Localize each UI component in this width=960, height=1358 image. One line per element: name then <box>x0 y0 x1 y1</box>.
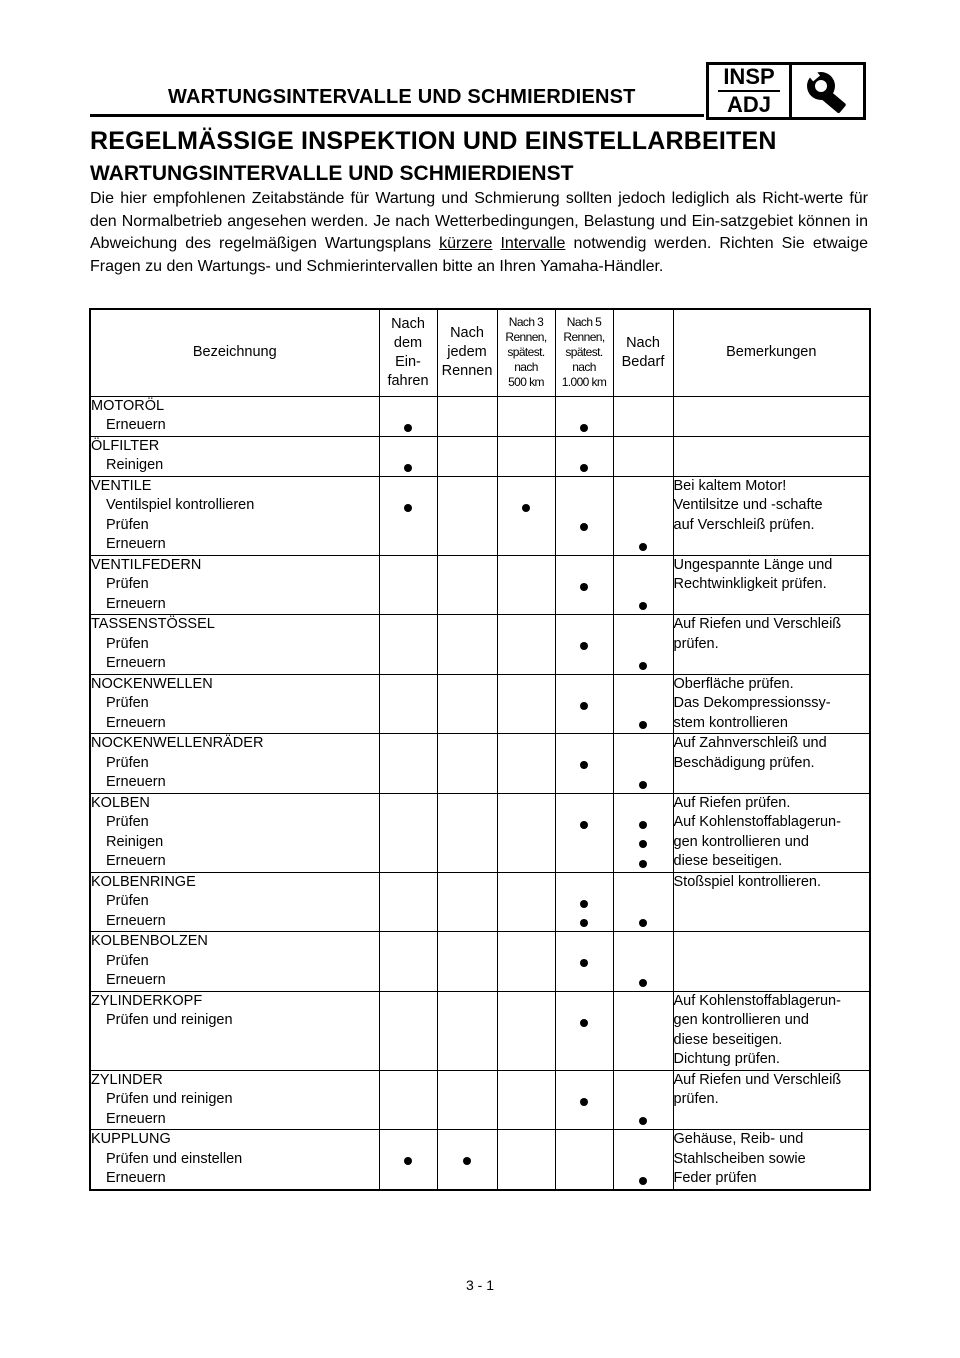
item-subtask: Erneuern <box>106 1110 166 1127</box>
header-line: Nach <box>391 315 425 332</box>
interval-cell <box>437 1070 497 1130</box>
table-row <box>90 555 870 615</box>
table-row <box>90 674 870 734</box>
interval-dot <box>639 662 647 670</box>
main-title: REGELMÄSSIGE INSPEKTION UND EINSTELLARBEITEN <box>90 127 777 155</box>
interval-dot <box>639 781 647 789</box>
intro-underline-intervalle: Intervalle <box>500 235 566 252</box>
item-cell <box>90 476 379 555</box>
header-line: Nach <box>626 334 660 351</box>
item-title: ÖLFILTER <box>91 437 160 454</box>
item-subtask: Reinigen <box>106 457 164 473</box>
interval-cell <box>613 436 673 476</box>
interval-dot <box>404 504 412 512</box>
interval-cell <box>437 932 497 992</box>
interval-dot <box>580 702 588 710</box>
remark-line: Oberfläche prüfen. <box>673 675 794 692</box>
interval-dot <box>580 523 588 531</box>
header-bezeichnung: Bezeichnung <box>90 309 379 396</box>
badge-bottom-text: ADJ <box>726 92 771 117</box>
interval-cell <box>497 734 555 794</box>
interval-cell <box>437 436 497 476</box>
interval-cell <box>437 872 497 932</box>
remark-line: diese beseitigen. <box>673 853 783 869</box>
header-nach-jedem-rennen <box>437 309 497 396</box>
interval-dot <box>580 1019 588 1027</box>
interval-cell <box>613 932 673 992</box>
interval-cell <box>497 436 555 476</box>
interval-cell <box>379 615 437 675</box>
interval-dot <box>639 721 647 729</box>
interval-dot <box>580 959 588 967</box>
item-subtask: Erneuern <box>106 774 166 790</box>
interval-dot <box>580 464 588 472</box>
header-line: spätest. <box>507 345 545 360</box>
interval-cell <box>497 674 555 734</box>
insp-adj-badge <box>706 62 866 120</box>
interval-cell <box>555 734 613 794</box>
item-cell <box>90 1070 379 1130</box>
interval-cell <box>613 555 673 615</box>
interval-dot <box>580 424 588 432</box>
item-subtask: Prüfen <box>106 754 149 771</box>
item-title: ZYLINDER <box>91 1071 163 1088</box>
item-title: TASSENSTÖSSEL <box>91 616 215 632</box>
interval-cell <box>379 396 437 436</box>
item-cell <box>90 932 379 992</box>
interval-cell <box>613 872 673 932</box>
remark-line: gen kontrollieren und <box>673 833 809 850</box>
remarks-cell <box>673 734 870 794</box>
header-line: Bedarf <box>621 353 665 370</box>
item-title: KOLBEN <box>91 794 150 811</box>
item-subtask: Prüfen <box>106 635 149 652</box>
interval-cell <box>379 734 437 794</box>
remark-line: Auf Riefen prüfen. <box>673 794 791 811</box>
remark-line: Auf Riefen und Verschleiß <box>673 1071 842 1088</box>
item-subtask: Prüfen <box>106 893 149 909</box>
interval-dot <box>639 979 647 987</box>
interval-cell <box>379 674 437 734</box>
interval-cell <box>437 396 497 436</box>
interval-dot <box>404 424 412 432</box>
remarks-cell <box>673 436 870 476</box>
remarks-cell <box>673 793 870 872</box>
header-line: Ein- <box>395 353 421 370</box>
item-subtask: Prüfen und reinigen <box>106 1012 233 1028</box>
remark-line: Feder prüfen <box>673 1170 757 1186</box>
interval-cell <box>497 793 555 872</box>
table-row <box>90 932 870 992</box>
interval-cell <box>555 555 613 615</box>
item-subtask: Erneuern <box>106 1170 166 1186</box>
interval-dot <box>639 602 647 610</box>
header-line: nach <box>514 360 538 375</box>
interval-cell <box>555 793 613 872</box>
interval-dot <box>639 1177 647 1185</box>
interval-cell <box>437 555 497 615</box>
interval-dot <box>404 1157 412 1165</box>
item-cell <box>90 555 379 615</box>
interval-dot <box>580 761 588 769</box>
interval-cell <box>437 674 497 734</box>
item-subtask: Ventilspiel kontrollieren <box>106 497 255 513</box>
header-rule <box>90 114 704 117</box>
item-subtask: Prüfen <box>106 576 149 592</box>
remark-line: Auf Zahnverschleiß und <box>673 735 827 751</box>
remark-line: Das Dekompressionssy- <box>673 695 831 711</box>
interval-dot <box>639 840 647 848</box>
item-subtask: Erneuern <box>106 972 166 988</box>
wrench-icon <box>792 65 863 117</box>
item-title: KOLBENBOLZEN <box>91 933 208 949</box>
remark-line: prüfen. <box>673 635 719 652</box>
interval-cell <box>497 396 555 436</box>
intro-text-after: notwendig werden. Richten Sie etwaige Fragen zu den Wartungs- und Schmierintervallen bitte an Ihren Yamaha-Händler. <box>90 235 868 275</box>
header-nach-3-rennen <box>497 309 555 396</box>
interval-cell <box>555 932 613 992</box>
item-title: NOCKENWELLEN <box>91 675 213 692</box>
header-bemerkungen: Bemerkungen <box>673 309 870 396</box>
item-subtask: Prüfen und reinigen <box>106 1091 233 1107</box>
sub-title: WARTUNGSINTERVALLE UND SCHMIERDIENST <box>90 162 574 185</box>
interval-dot <box>522 504 530 512</box>
item-cell <box>90 872 379 932</box>
table-row <box>90 872 870 932</box>
item-title: VENTILE <box>91 477 152 494</box>
remarks-cell <box>673 615 870 675</box>
interval-cell <box>613 734 673 794</box>
remark-line: stem kontrollieren <box>673 714 788 731</box>
remark-line: Dichtung prüfen. <box>673 1051 780 1067</box>
header-line: 500 km <box>508 375 544 390</box>
item-cell <box>90 1130 379 1190</box>
remarks-cell <box>673 932 870 992</box>
interval-cell <box>437 991 497 1070</box>
interval-dot <box>580 900 588 908</box>
item-subtask: Erneuern <box>106 417 166 433</box>
interval-cell <box>497 615 555 675</box>
header-line: Rennen <box>441 363 493 380</box>
maintenance-table <box>89 308 871 1191</box>
item-subtask: Erneuern <box>106 655 166 671</box>
remark-line: Stahlscheiben sowie <box>673 1150 806 1167</box>
interval-cell <box>555 1130 613 1190</box>
remark-line: prüfen. <box>673 1091 719 1107</box>
header-line: dem <box>393 334 423 351</box>
intro-underline-kuerzere: kürzere <box>439 235 493 252</box>
interval-cell <box>379 932 437 992</box>
remark-line: Gehäuse, Reib- und <box>673 1131 804 1147</box>
remark-line: Beschädigung prüfen. <box>673 754 815 771</box>
interval-cell <box>555 674 613 734</box>
badge-top-text: INSP <box>723 64 775 89</box>
remark-line: Ventilsitze und -schafte <box>673 497 823 513</box>
item-title: ZYLINDERKOPF <box>91 992 203 1009</box>
table-row <box>90 1070 870 1130</box>
item-subtask: Erneuern <box>106 853 166 869</box>
badge-label <box>709 65 792 117</box>
interval-cell <box>555 476 613 555</box>
interval-dot <box>639 860 647 868</box>
item-cell <box>90 734 379 794</box>
interval-dot <box>580 821 588 829</box>
header-line: Nach 3 <box>508 315 544 330</box>
item-subtask: Prüfen <box>106 814 149 830</box>
remark-line: auf Verschleiß prüfen. <box>673 516 815 533</box>
remarks-cell <box>673 1070 870 1130</box>
interval-dot <box>404 464 412 472</box>
intro-text-before: Die hier empfohlenen Zeitabstände für Wartung und Schmierung sollten jedoch lediglich als Richt-werte für den Normalbetrieb angesehen werden. Je nach Wetterbedingungen, Belastung und Ein-satzgebiet können in Abweichung des regelmäßigen Wartungsplans <box>90 190 868 252</box>
table-row <box>90 476 870 555</box>
table-row <box>90 991 870 1070</box>
interval-cell <box>613 793 673 872</box>
item-subtask: Erneuern <box>106 595 166 612</box>
header-line: Nach 5 <box>566 315 602 330</box>
remark-line: Auf Kohlenstoffablagerun- <box>673 814 841 830</box>
item-title: MOTORÖL <box>91 397 165 414</box>
header-nach-bedarf <box>613 309 673 396</box>
header-nach-einfahren <box>379 309 437 396</box>
interval-dot <box>639 919 647 927</box>
item-subtask: Erneuern <box>106 714 166 731</box>
interval-cell <box>497 991 555 1070</box>
interval-cell <box>497 932 555 992</box>
header-line: fahren <box>387 372 429 389</box>
item-subtask: Prüfen <box>106 695 149 711</box>
table-row <box>90 1130 870 1190</box>
table-row <box>90 436 870 476</box>
header-line: Rennen, <box>505 330 547 345</box>
item-subtask: Erneuern <box>106 536 166 552</box>
table-header-row <box>90 309 870 396</box>
header-line: nach <box>572 360 596 375</box>
remark-line: Bei kaltem Motor! <box>673 477 787 494</box>
remark-line: Auf Kohlenstoffablagerun- <box>673 992 841 1009</box>
interval-dot <box>463 1157 471 1165</box>
table-row <box>90 734 870 794</box>
interval-cell <box>555 615 613 675</box>
interval-cell <box>437 1130 497 1190</box>
header-line: Rennen, <box>563 330 605 345</box>
intro-paragraph <box>90 188 868 278</box>
remarks-cell <box>673 872 870 932</box>
header-line: Nach <box>450 325 484 342</box>
remarks-cell <box>673 1130 870 1190</box>
item-subtask: Prüfen und einstellen <box>106 1150 243 1167</box>
interval-cell <box>379 1130 437 1190</box>
interval-dot <box>580 919 588 927</box>
interval-cell <box>613 1130 673 1190</box>
section-header-title: WARTUNGSINTERVALLE UND SCHMIERDIENST <box>168 86 636 108</box>
remarks-cell <box>673 991 870 1070</box>
table-row <box>90 615 870 675</box>
item-subtask: Prüfen <box>106 952 149 969</box>
interval-cell <box>555 436 613 476</box>
item-title: KOLBENRINGE <box>91 873 196 890</box>
table-body <box>90 396 870 1190</box>
header-line: spätest. <box>565 345 603 360</box>
interval-dot <box>639 1117 647 1125</box>
interval-cell <box>613 476 673 555</box>
interval-cell <box>613 674 673 734</box>
remark-line: Auf Riefen und Verschleiß <box>673 616 842 632</box>
interval-cell <box>613 615 673 675</box>
interval-cell <box>497 476 555 555</box>
interval-cell <box>379 1070 437 1130</box>
interval-cell <box>555 991 613 1070</box>
interval-cell <box>379 872 437 932</box>
item-subtask: Reinigen <box>106 833 164 850</box>
remark-line: gen kontrollieren und <box>673 1012 809 1028</box>
interval-dot <box>639 821 647 829</box>
header-nach-5-rennen <box>555 309 613 396</box>
item-title: NOCKENWELLENRÄDER <box>91 735 264 751</box>
item-cell <box>90 436 379 476</box>
interval-cell <box>613 991 673 1070</box>
interval-cell <box>437 734 497 794</box>
interval-cell <box>613 396 673 436</box>
interval-dot <box>580 642 588 650</box>
interval-cell <box>379 436 437 476</box>
item-cell <box>90 396 379 436</box>
item-cell <box>90 615 379 675</box>
interval-cell <box>379 793 437 872</box>
remarks-cell <box>673 396 870 436</box>
interval-cell <box>379 991 437 1070</box>
item-subtask: Erneuern <box>106 912 166 929</box>
interval-cell <box>379 555 437 615</box>
interval-cell <box>497 1070 555 1130</box>
interval-cell <box>555 1070 613 1130</box>
remark-line: Stoßspiel kontrollieren. <box>673 873 821 890</box>
remark-line: Ungespannte Länge und <box>673 556 833 573</box>
item-title: VENTILFEDERN <box>91 556 202 573</box>
interval-cell <box>437 793 497 872</box>
item-subtask: Prüfen <box>106 516 149 533</box>
remarks-cell <box>673 476 870 555</box>
interval-cell <box>497 872 555 932</box>
item-cell <box>90 674 379 734</box>
table-row <box>90 396 870 436</box>
interval-cell <box>437 615 497 675</box>
interval-cell <box>379 476 437 555</box>
interval-dot <box>580 1098 588 1106</box>
remark-line: Rechtwinkligkeit prüfen. <box>673 576 827 592</box>
interval-cell <box>437 476 497 555</box>
remarks-cell <box>673 674 870 734</box>
item-cell <box>90 991 379 1070</box>
table-row <box>90 793 870 872</box>
interval-cell <box>555 872 613 932</box>
remark-line: diese beseitigen. <box>673 1031 783 1048</box>
header-line: jedem <box>447 344 487 361</box>
interval-cell <box>497 555 555 615</box>
interval-cell <box>613 1070 673 1130</box>
interval-cell <box>497 1130 555 1190</box>
interval-dot <box>639 543 647 551</box>
header-line: 1.000 km <box>561 375 607 390</box>
interval-dot <box>580 583 588 591</box>
remarks-cell <box>673 555 870 615</box>
page-number: 3 - 1 <box>465 1277 494 1293</box>
item-cell <box>90 793 379 872</box>
item-title: KUPPLUNG <box>91 1131 171 1147</box>
interval-cell <box>555 396 613 436</box>
